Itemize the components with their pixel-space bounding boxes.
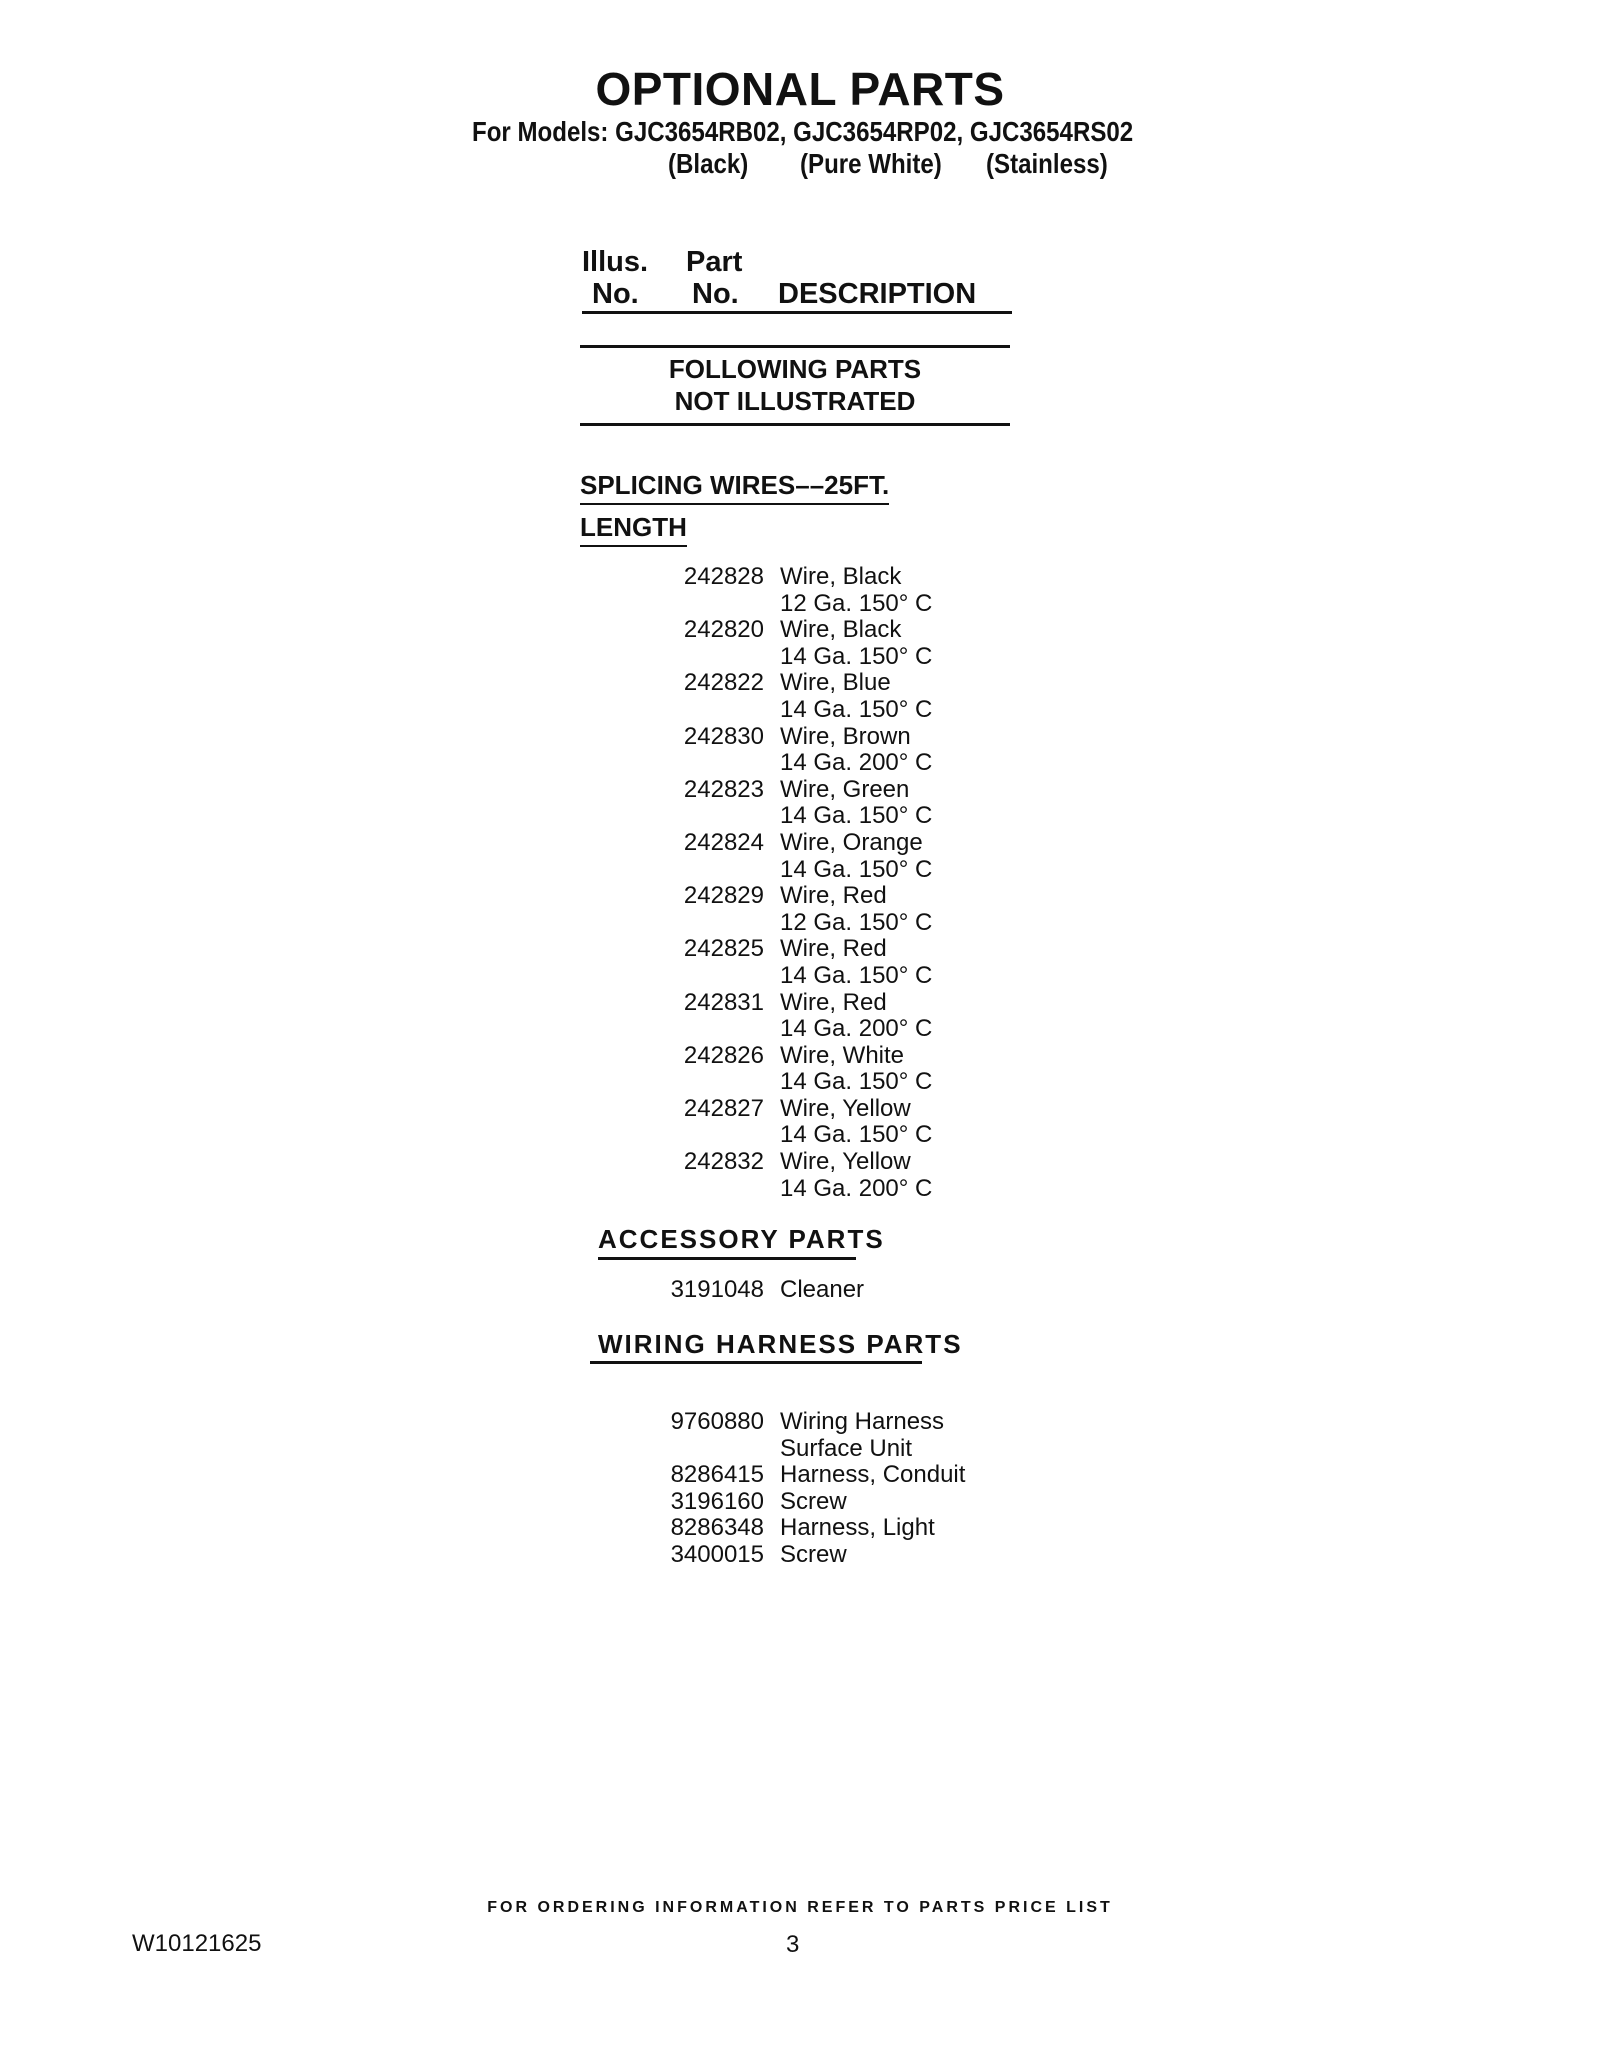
part-detail-row bbox=[600, 697, 932, 724]
part-detail: Surface Unit bbox=[780, 1434, 913, 1462]
part-number: 9760880 bbox=[670, 1408, 764, 1435]
part-detail-row bbox=[600, 1016, 932, 1043]
section-title-splicing bbox=[580, 470, 889, 501]
part-detail-row bbox=[600, 750, 932, 777]
part-detail-row bbox=[600, 591, 932, 618]
splicing-parts-list bbox=[600, 564, 932, 1202]
part-row bbox=[600, 1409, 965, 1436]
part-description: Wire, Green bbox=[780, 775, 910, 803]
part-row bbox=[600, 1096, 932, 1123]
part-number: 242826 bbox=[683, 1041, 764, 1069]
part-row bbox=[600, 670, 932, 697]
part-detail: 14 Ga. 200° C bbox=[780, 1174, 933, 1202]
part-row bbox=[600, 1462, 965, 1489]
part-detail: 14 Ga. 150° C bbox=[780, 1068, 933, 1096]
part-description: Wire, White bbox=[780, 1041, 905, 1069]
part-description: Wire, Red bbox=[780, 988, 887, 1016]
part-detail-row bbox=[600, 1176, 932, 1203]
part-row bbox=[600, 564, 932, 591]
part-number: 242831 bbox=[683, 988, 764, 1016]
section-title-accessory: ACCESSORY PARTS bbox=[598, 1224, 885, 1254]
part-detail-row bbox=[600, 963, 932, 990]
part-description: Wire, Black bbox=[780, 616, 902, 644]
section-title-harness: WIRING HARNESS PARTS bbox=[598, 1329, 963, 1359]
part-number: 3191048 bbox=[670, 1276, 764, 1303]
part-description: Harness, Conduit bbox=[780, 1461, 966, 1489]
part-row bbox=[600, 830, 932, 857]
part-row bbox=[600, 936, 932, 963]
color-pure-white: (Pure White) bbox=[800, 148, 942, 179]
part-number: 242832 bbox=[683, 1148, 764, 1176]
model-list: For Models: GJC3654RB02, GJC3654RP02, GJC3654RS02 bbox=[472, 116, 1134, 147]
part-number: 8286415 bbox=[670, 1461, 764, 1489]
part-number-spacer bbox=[600, 857, 780, 884]
color-black: (Black) bbox=[668, 148, 749, 179]
part-detail-row bbox=[600, 1069, 932, 1096]
part-number-spacer bbox=[600, 644, 780, 671]
col-illus-bottom: No. bbox=[592, 278, 639, 310]
ordering-note: FOR ORDERING INFORMATION REFER TO PARTS PRICE LIST bbox=[487, 1899, 1113, 1916]
col-part-bottom: No. bbox=[692, 278, 739, 310]
part-description: Wiring Harness bbox=[780, 1408, 945, 1435]
part-row bbox=[600, 724, 932, 751]
part-row bbox=[600, 617, 932, 644]
part-row bbox=[600, 990, 932, 1017]
part-detail: 14 Ga. 150° C bbox=[780, 695, 933, 723]
section-title-splicing-line2: LENGTH bbox=[580, 512, 687, 547]
header-rule bbox=[582, 311, 1012, 314]
part-detail: 14 Ga. 150° C bbox=[780, 961, 933, 989]
part-number-spacer bbox=[600, 910, 780, 937]
part-description: Screw bbox=[780, 1487, 847, 1515]
divider-top bbox=[580, 345, 1010, 348]
col-illus-top: Illus. bbox=[582, 246, 649, 278]
part-number: 242827 bbox=[683, 1094, 764, 1122]
section-title-splicing-line2-wrap bbox=[580, 512, 687, 543]
part-number-spacer bbox=[600, 591, 780, 618]
part-number-spacer bbox=[600, 963, 780, 990]
part-detail: 14 Ga. 200° C bbox=[780, 1015, 933, 1043]
part-detail: 14 Ga. 150° C bbox=[780, 642, 933, 670]
part-description: Harness, Light bbox=[780, 1514, 935, 1542]
part-row bbox=[600, 1277, 864, 1304]
part-number: 242829 bbox=[683, 882, 764, 910]
part-row bbox=[600, 1515, 965, 1542]
part-number: 242822 bbox=[683, 669, 764, 697]
part-number-spacer bbox=[600, 1122, 780, 1149]
part-description: Wire, Red bbox=[780, 935, 887, 963]
part-number: 3196160 bbox=[670, 1487, 764, 1515]
harness-parts-list bbox=[600, 1409, 965, 1569]
part-detail: 14 Ga. 150° C bbox=[780, 802, 933, 830]
document-number: W10121625 bbox=[132, 1930, 262, 1957]
part-number-spacer bbox=[600, 1436, 780, 1463]
accessory-title-underline bbox=[598, 1257, 856, 1260]
part-row bbox=[600, 777, 932, 804]
not-illustrated-line1: FOLLOWING PARTS bbox=[668, 354, 922, 384]
part-description: Wire, Blue bbox=[780, 669, 891, 697]
color-stainless: (Stainless) bbox=[986, 148, 1108, 179]
part-number: 242820 bbox=[683, 616, 764, 644]
part-description: Wire, Brown bbox=[780, 722, 911, 750]
part-detail: 14 Ga. 200° C bbox=[780, 749, 933, 777]
part-detail: 14 Ga. 150° C bbox=[780, 855, 933, 883]
part-number: 3400015 bbox=[670, 1540, 764, 1568]
part-description: Screw bbox=[780, 1540, 847, 1568]
part-detail-row bbox=[600, 1436, 965, 1463]
part-description: Wire, Yellow bbox=[780, 1148, 911, 1176]
section-title-splicing-line1: SPLICING WIRES––25FT. bbox=[580, 470, 889, 505]
part-number-spacer bbox=[600, 1069, 780, 1096]
part-number-spacer bbox=[600, 1016, 780, 1043]
part-number-spacer bbox=[600, 803, 780, 830]
not-illustrated-line2: NOT ILLUSTRATED bbox=[674, 386, 916, 416]
harness-title-underline bbox=[590, 1361, 922, 1364]
part-number: 242828 bbox=[683, 563, 764, 590]
part-number-spacer bbox=[600, 697, 780, 724]
part-detail: 12 Ga. 150° C bbox=[780, 589, 933, 617]
part-detail-row bbox=[600, 644, 932, 671]
part-number-spacer bbox=[600, 1176, 780, 1203]
part-number: 242823 bbox=[683, 775, 764, 803]
col-part-top: Part bbox=[686, 246, 743, 278]
part-row bbox=[600, 1489, 965, 1516]
part-description: Cleaner bbox=[780, 1276, 865, 1303]
part-number: 242824 bbox=[683, 828, 764, 856]
part-detail-row bbox=[600, 910, 932, 937]
part-number: 242830 bbox=[683, 722, 764, 750]
part-detail-row bbox=[600, 803, 932, 830]
part-description: Wire, Orange bbox=[780, 828, 923, 856]
part-description: Wire, Red bbox=[780, 882, 887, 910]
part-description: Wire, Yellow bbox=[780, 1094, 911, 1122]
accessory-parts-list bbox=[600, 1277, 864, 1304]
part-number: 8286348 bbox=[670, 1514, 764, 1542]
part-number-spacer bbox=[600, 750, 780, 777]
part-detail-row bbox=[600, 1122, 932, 1149]
part-row bbox=[600, 883, 932, 910]
part-description: Wire, Black bbox=[780, 563, 902, 590]
part-row bbox=[600, 1542, 965, 1569]
part-row bbox=[600, 1043, 932, 1070]
page-title: OPTIONAL PARTS bbox=[595, 63, 1005, 115]
part-detail-row bbox=[600, 857, 932, 884]
col-description: DESCRIPTION bbox=[778, 278, 977, 310]
part-detail: 12 Ga. 150° C bbox=[780, 908, 933, 936]
part-row bbox=[600, 1149, 932, 1176]
part-detail: 14 Ga. 150° C bbox=[780, 1121, 933, 1149]
page-number: 3 bbox=[786, 1931, 800, 1958]
divider-bottom bbox=[580, 423, 1010, 426]
part-number: 242825 bbox=[683, 935, 764, 963]
